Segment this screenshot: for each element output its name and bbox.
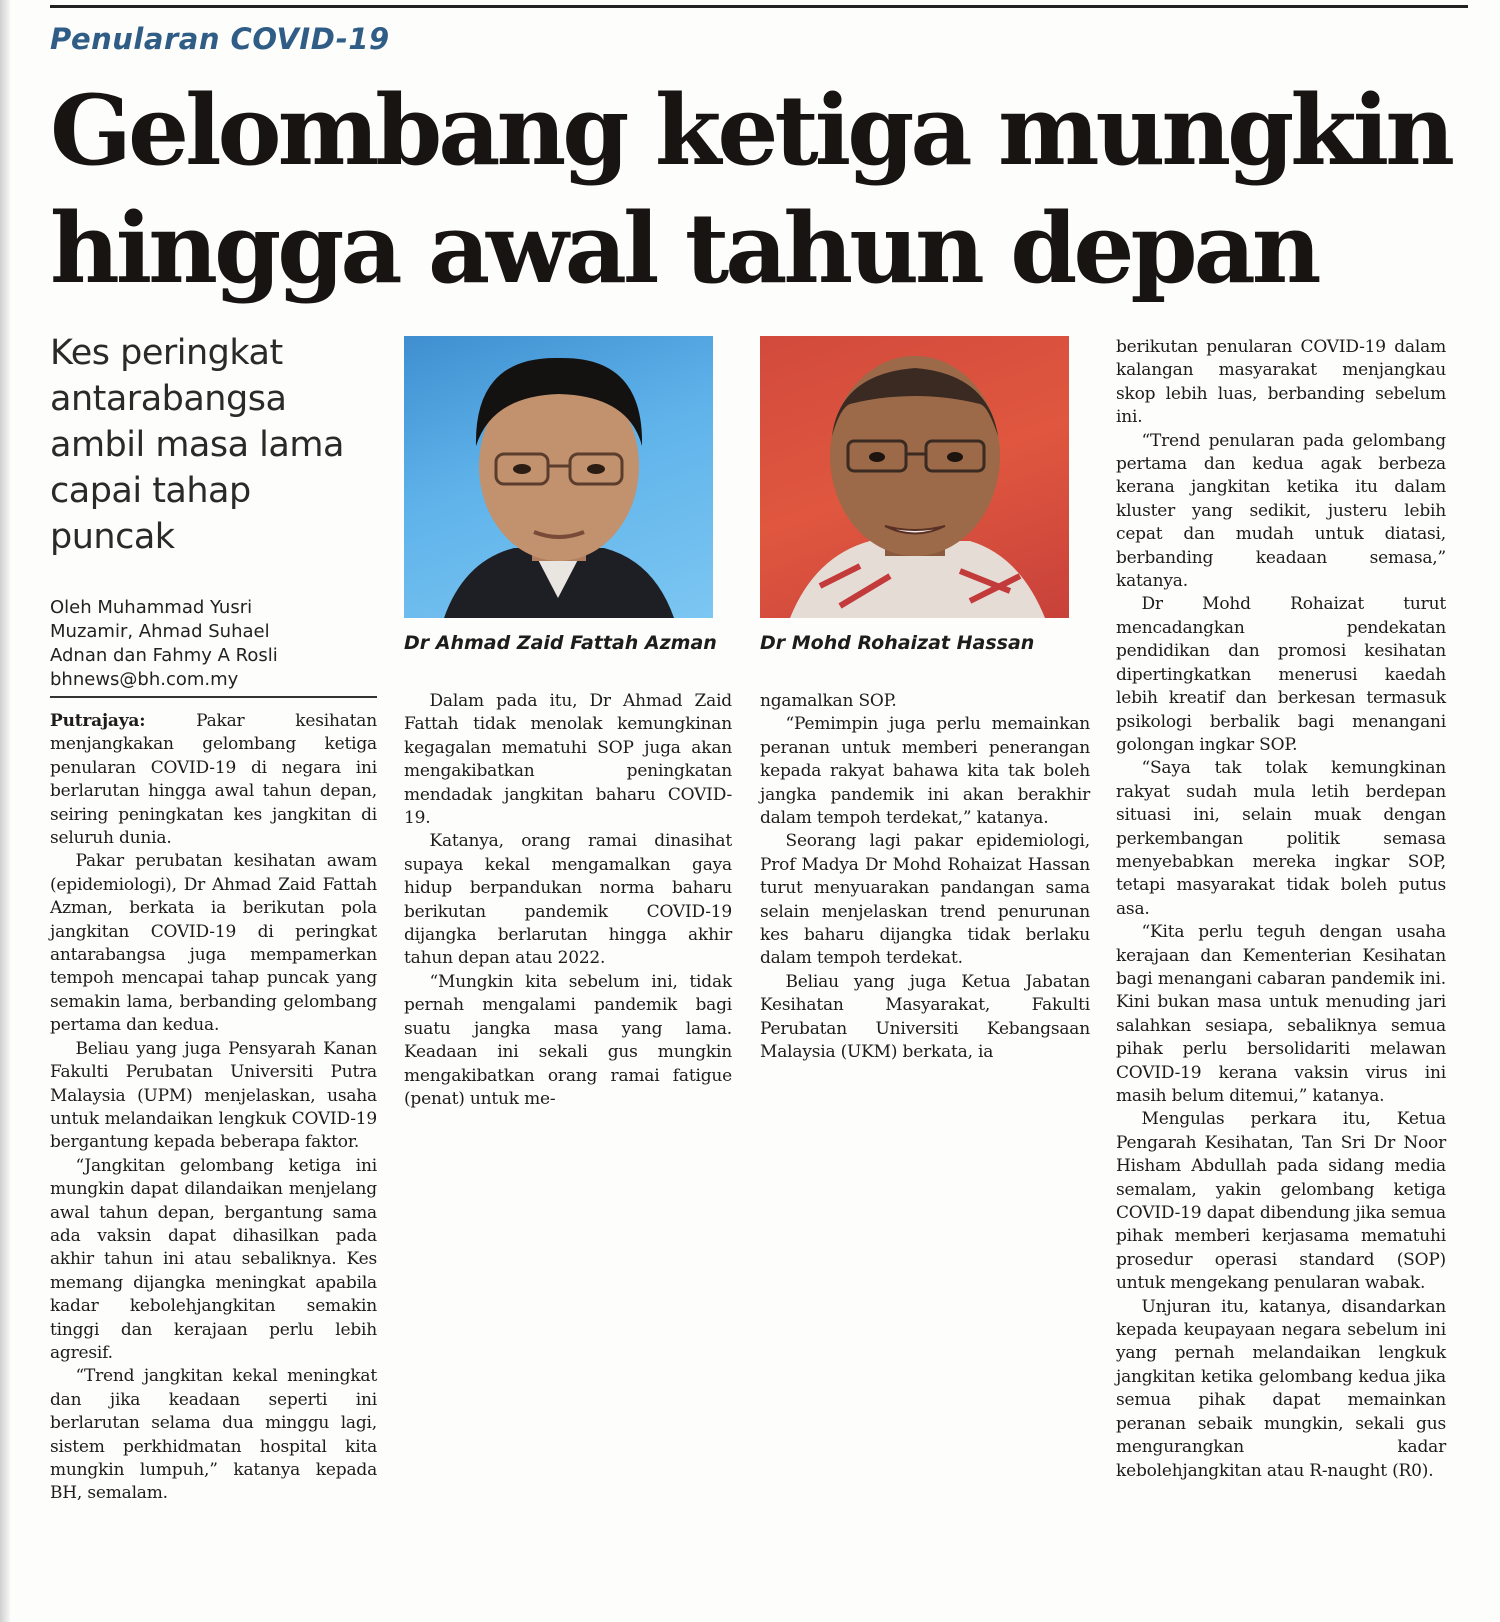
paragraph: berikutan penularan COVID-19 dalam kalangan masyarakat menjangkau skop lebih luas, berbanding sebelum ini. [1116,337,1446,428]
dateline: Putrajaya: [50,711,146,731]
lead-text: Pakar kesihatan menjangkakan gelombang ketiga penularan COVID-19 di negara ini berlarutan hingga awal tahun depan, seiring peningkatan kes jangkitan di seluruh dunia. [50,711,377,849]
paragraph: Seorang lagi pakar epidemiologi, Prof Madya Dr Mohd Rohaizat Hassan turut menyuarakan pandangan sama selain menjelaskan trend penurunan kes baharu dijangka tidak berlaku dalam tempoh terdekat. [760,831,1090,969]
byline-divider [50,696,377,698]
paragraph: “Mungkin kita sebelum ini, tidak pernah mengalami pandemik bagi suatu jangka masa yang lama. Keadaan ini sekali gus mungkin mengakibatkan orang ramai fatigue (penat) untuk me- [404,971,732,1109]
byline [50,596,380,692]
headline-line-2: hingga awal tahun depan [50,192,1318,305]
paragraph: “Saya tak tolak kemungkinan rakyat sudah mula letih berdepan situasi ini, selain muak dengan perkembangan politik semasa menyebabkan mereka ingkar SOP, tetapi masyarakat tidak boleh putus asa. [1116,758,1446,919]
paragraph: Dalam pada itu, Dr Ahmad Zaid Fattah tidak menolak kemungkinan kegagalan mematuhi SOP juga akan mengakibatkan peningkatan mendadak jangkitan baharu COVID-19. [404,691,732,829]
article-column-2 [404,690,732,1111]
byline-line: Muzamir, Ahmad Suhael [50,621,270,642]
portrait-photo-ahmad-zaid [404,336,713,618]
portrait-illustration [404,336,713,618]
headline-line-1: Gelombang ketiga mungkin [50,74,1452,187]
top-rule [50,5,1468,8]
paragraph: Dr Mohd Rohaizat turut mencadangkan pendekatan pendidikan dan promosi kesihatan dipertingkatkan menerusi kaedah lebih kreatif dan berkesan termasuk psikologi berbalik bagi menangani golongan ingkar SOP. [1116,594,1446,755]
paragraph: “Pemimpin juga perlu memainkan peranan untuk memberi penerangan kepada rakyat bahawa kita tak boleh jangka pandemik ini akan berakhir dalam tempoh terdekat,” katanya. [760,714,1090,829]
paragraph: ngamalkan SOP. [760,691,897,711]
section-kicker: Penularan COVID-19 [50,22,390,56]
paragraph: “Trend penularan pada gelombang pertama dan kedua agak berbeza kerana jangkitan ketika itu dalam kluster yang sedikit, justeru lebih cepat dan mudah untuk diatasi, berbanding keadaan semasa,” katanya. [1116,430,1446,592]
article-column-4 [1116,336,1446,1483]
page-edge-shadow [0,0,10,1622]
portrait-photo-mohd-rohaizat [760,336,1069,618]
paragraph: Beliau yang juga Ketua Jabatan Kesihatan Masyarakat, Fakulti Perubatan Universiti Kebangsaan Malaysia (UKM) berkata, ia [760,971,1090,1063]
article-column-1 [50,710,377,1506]
paragraph: Pakar perubatan kesihatan awam (epidemiologi), Dr Ahmad Zaid Fattah Azman, berkata ia berikutan pola jangkitan COVID-19 di peringkat antarabangsa juga mempamerkan tempoh mencapai tahap puncak yang semakin lama, berbanding gelombang pertama dan kedua. [50,851,377,1036]
paragraph: Katanya, orang ramai dinasihat supaya kekal mengamalkan gaya hidup berpandukan norma baharu berikutan pandemik COVID-19 dijangka berlarutan hingga akhir tahun depan atau 2022. [404,831,732,969]
photo-caption: Dr Mohd Rohaizat Hassan [760,632,1035,654]
subheadline: Kes peringkat antarabangsa ambil masa lama capai tahap puncak [50,333,344,557]
paragraph: Mengulas perkara itu, Ketua Pengarah Kesihatan, Tan Sri Dr Noor Hisham Abdullah pada sidang media semalam, yakin gelombang ketiga COVID-19 dapat dibendung jika semua pihak memberi kerjasama mematuhi prosedur operasi standard (SOP) untuk mengekang penularan wabak. [1116,1109,1446,1294]
portrait-illustration [760,336,1069,618]
paragraph: “Kita perlu teguh dengan usaha kerajaan dan Kementerian Kesihatan bagi menangani cabaran pandemik ini. Kini bukan masa untuk menuding jari salahkan sesiapa, sebaliknya semua pihak perlu bersolidariti melawan COVID-19 kerana vaksin virus ini masih belum ditemui,” katanya. [1116,922,1446,1106]
photo-caption: Dr Ahmad Zaid Fattah Azman [404,632,717,654]
byline-line: Oleh Muhammad Yusri [50,597,253,618]
lead-paragraph [50,710,377,850]
byline-line: Adnan dan Fahmy A Rosli [50,645,278,666]
paragraph: “Trend jangkitan kekal meningkat dan jika keadaan seperti ini berlarutan selama dua minggu lagi, sistem perkhidmatan hospital kita mungkin lumpuh,” katanya kepada BH, semalam. [50,1366,377,1504]
article-column-3 [760,690,1090,1065]
paragraph: Beliau yang juga Pensyarah Kanan Fakulti Perubatan Universiti Putra Malaysia (UPM) menjelaskan, usaha untuk melandaikan lengkuk COVID-19 bergantung kepada beberapa faktor. [50,1038,377,1153]
byline-email: bhnews@bh.com.my [50,669,239,690]
paragraph: Unjuran itu, katanya, disandarkan kepada keupayaan negara sebelum ini yang pernah melandaikan lengkuk jangkitan ketika gelombang kedua jika semua pihak dapat memainkan peranan sebaik mungkin, sekali gus mengurangkan kadar kebolehjangkitan atau R-naught (R0). [1116,1296,1446,1481]
headline [50,72,1490,308]
paragraph: “Jangkitan gelombang ketiga ini mungkin dapat dilandaikan menjelang awal tahun depan, bergantung sama ada vaksin dapat dihasilkan pada akhir tahun ini atau sebaliknya. Kes memang dijangka meningkat apabila kadar kebolehjangkitan semakin tinggi dan kerajaan perlu lebih agresif. [50,1155,377,1363]
